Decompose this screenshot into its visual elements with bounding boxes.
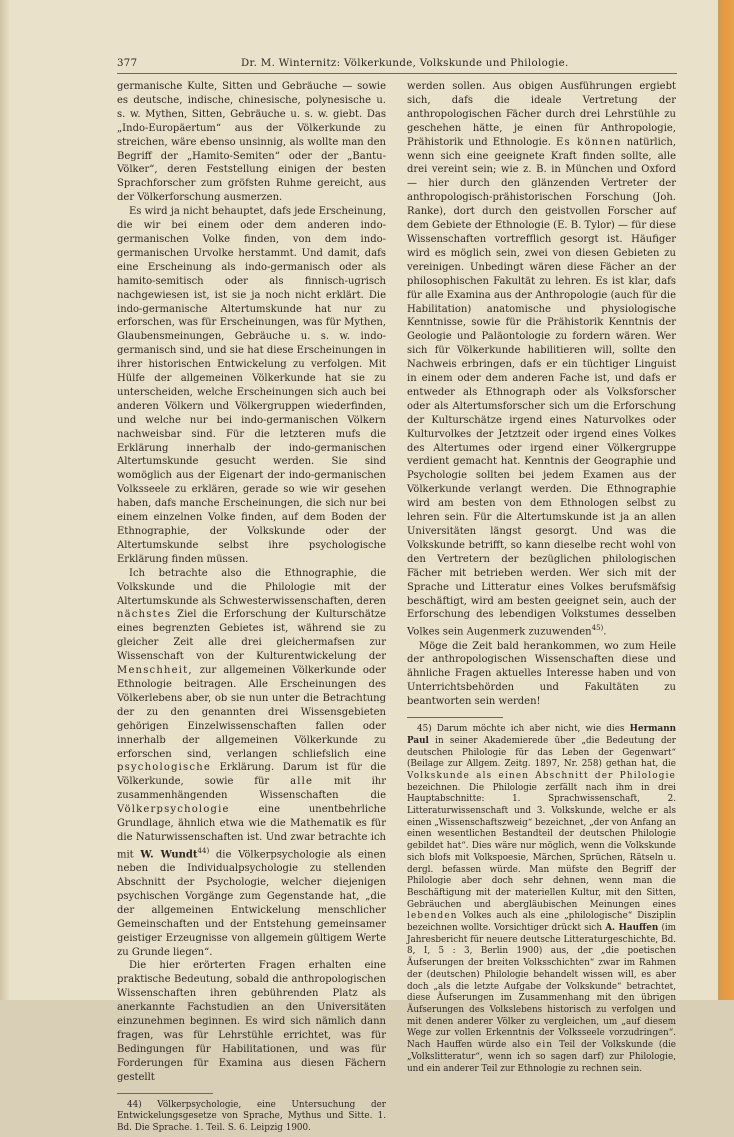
text-run: Teil der Volkskunde (die „Volkslitteratur“, wenn ich so sagen darf) zur Philologie, und ein anderer Teil zur Ethnologie zu rechnen sein. [407, 1040, 677, 1074]
text-run: in seiner Akademierede über „die Bedeutung der deutschen Philologie für das Leben der Gegenwart“ (Beilage zur Allgem. Zeitg. 1897, Nr. 258) gethan hat, die [407, 735, 676, 770]
text-run: bezeichnen. Die Philologie zerfällt nach ihm in drei Hauptabschnitte: 1. Sprachwissenschaft, 2. Litteraturwissenschaft und 3. Volkskunde, welche er als einen „Wissenschaftszweig“ bezeichnet, „der von Anfang an einen wesentlichen Bestandteil der deutschen Philologie gebildet hat“. Dies wäre nur möglich, wenn die Volkskunde sich blofs mit Volkspoesie, Märchen, Sprüchen, Rätseln u. dergl. befassen würde. Man müfste den Begriff der Philologie aber doch sehr dehnen, wenn man die Beschäftigung mit der materiellen Kultur, mit den Sitten, Gebräuchen und abergläubischen Meinungen eines [407, 782, 676, 910]
page-number: 377 [117, 58, 138, 69]
left-paragraph-2: Es wird ja nicht behauptet, dafs jede Erscheinung, die wir bei einem oder dem anderen indo-germanischen Volke finden, von dem indo-germanischen Urvolke herstammt. Und damit, dafs eine Erscheinung als indo-germanisch oder als hamito-semitisch oder als finnisch-ugrisch nachgewiesen ist, ist sie ja noch nicht erklärt. Die indo-germanische Altertumskunde hat nur zu erforschen, was für Erscheinungen, was für Mythen, Glaubensmeinungen, Gebräuche u. s. w. indo-germanisch sind, und sie hat diese Erscheinungen in ihrer historischen Entwickelung zu verfolgen. Mit Hülfe der allgemeinen Völkerkunde hat sie zu unterscheiden, welche Erscheinungen sich auch bei anderen Völkern und Völkergruppen wiederfinden, und welche nur bei indo-germanischen Völkern nachweisbar sind. Für die letzteren mufs die Erklärung innerhalb der indo-germanischen Altertumskunde gesucht werden. Sie sind womöglich aus der Eigenart der indo-germanischen Volksseele zu erklären, gerade so wie wir gesehen haben, dafs manche Erscheinungen, die sich nur bei einem einzelnen Volke finden, auf dem Boden der Ethnographie, der Volkskunde oder der Altertumskunde selbst ihre psychologische Erklärung finden müssen. [117, 206, 386, 565]
emphasis-run: Menschheit, [117, 665, 193, 677]
text-run: werden sollen. Aus obigen Ausführungen ergiebt sich, dafs die ideale Vertretung der anthropologischen Fächer durch drei Lehrstühle zu geschehen hätte, je einen für Anthropologie, Prähistorik und Ethnologie. [407, 81, 676, 148]
footnote-rule [407, 717, 503, 718]
emphasis-run: ein [535, 1040, 554, 1051]
text-run: mit ihr zusammenhängenden Wissenschaften die [117, 776, 387, 802]
left-column [117, 80, 386, 1137]
footnote-rule [117, 1093, 213, 1094]
page-edge-strip [718, 0, 734, 1000]
text-run: Erklärung. Darum ist für die Völkerkunde, sowie für [117, 762, 386, 788]
emphasis-run: lebenden [407, 911, 458, 922]
footnote-ref-45: 45) [591, 624, 604, 633]
left-paragraph-1: germanische Kulte, Sitten und Gebräuche — sowie es deutsche, indische, chinesische, polynesische u. s. w. Mythen, Sitten, Gebräuche u. s. w. giebt. Das „Indo-Europäertum“ aus der Völkerkunde zu streichen, wäre ebenso unsinnig, als wollte man den Begriff der „Hamito-Semiten“ oder der „Bantu-Völker“, deren Feststellung einigen der besten Sprachforscher zum gröfsten Ruhme gereicht, aus der Völkerforschung ausmerzen. [117, 81, 386, 204]
text-run: 45) Darum möchte ich aber nicht, wie dies [417, 724, 625, 735]
text-run: die Völkerpsychologie als einen neben die Individualpsychologie zu stellenden Abschnitt der Psychologie, welcher diejenigen psychischen Vorgänge zum Gegenstande hat, „die der allgemeinen Entwickelung menschlicher Gemeinschaften und der Entstehung gemeinsamer geistiger Erzeugnisse von allgemein gültigem Werte zu Grunde liegen“. [117, 849, 386, 958]
text-run: . [603, 626, 607, 638]
binding-shadow [0, 0, 10, 1000]
running-head [117, 58, 677, 72]
left-paragraph-4: Die hier erörterten Fragen erhalten eine praktische Bedeutung, sobald die anthropologischen Wissenschaften ihren gebührenden Platz als anerkannte Fachstudien an den Universitäten einzunehmen beginnen. Es wird sich nämlich dann fragen, was für Lehrstühle errichtet, was für Bedingungen für Habilitationen, und was für Forderungen für Examina aus diesen Fächern gestellt [117, 960, 386, 1083]
text-run: Ich betrachte also die Ethnographie, die Volkskunde und die Philologie mit der Altertumskunde als Schwesterwissenschaften, deren [117, 567, 386, 607]
emphasis-run: Volkskunde als einen Abschnitt der Philologie [407, 770, 676, 781]
text-run: Ziel die Erforschung der Kulturschätze eines begrenzten Gebietes ist, während sie zu gleicher Zeit alle drei gleichermafsen zur Wissenschaft von der Kulturentwickelung der [117, 609, 386, 663]
author-name-hauffen: A. Hauffen [605, 923, 659, 934]
right-column [407, 80, 676, 1077]
text-run: natürlich, wenn sich eine geeignete Kraft finden sollte, alle drei vereint sein; wie z. B. in München und Oxford — hier durch den glänzenden Vertreter der anthropologisch-prähistorischen Forschung (Joh. Ranke), dort durch den geistvollen Forscher auf dem Gebiete der Ethnologie (E. B. Tylor) — für diese Wissenschaften vortrefflich gesorgt ist. Häufiger wird es möglich sein, zwei von diesen Gebieten zu vereinigen. Unbedingt wären diese Fächer an der philosophischen Fakultät zu lehren. Es ist klar, dafs für alle Examina aus der Anthropologie (auch für die Habilitation) anatomische und physiologische Kenntnisse, sowie für die Prähistorik Kenntnis der Geologie und Paläontologie zu fordern wären. Wer sich für Völkerkunde habilitieren will, sollte den Nachweis erbringen, dafs er ein tüchtiger Linguist in einem oder dem anderen Fache ist, und dafs er entweder als Ethnograph oder als Volksforscher oder als Altertumsforscher sich um die Erforschung der Kulturschätze irgend eines Naturvolkes oder Kulturvolkes der Jetztzeit oder irgend eines Volkes des Altertumes oder irgend einer Völkergruppe verdient gemacht hat. Kenntnis der Geographie und Psychologie sollten bei jedem Examen aus der Völkerkunde verlangt werden. Die Ethnographie wird am besten von dem Ethnologen selbst zu lehren sein. Für die Altertumskunde ist ja an allen Universitäten längst gesorgt. Und was die Volkskunde betrifft, so kann dieselbe recht wohl von den Vertretern der bezüglichen philologischen Fächer mit betrieben werden. Wer sich mit der Sprache und Litteratur eines Volkes berufsmäfsig beschäftigt, wird am besten geeignet sein, auch der Erforschung des lebendigen Volkstumes desselben Volkes sein Augenmerk zuzuwenden [407, 136, 676, 638]
footnotes-right [407, 724, 676, 1075]
emphasis-run: Völkerpsychologie [117, 804, 230, 816]
footnote-ref-44: 44) [197, 846, 210, 855]
text-run: Volkes auch als eine „philologische“ Disziplin bezeichnen wollte. Vorsichtiger drückt sich [407, 911, 676, 934]
right-paragraph-1 [407, 80, 676, 640]
footnote-44: 44) Völkerpsychologie, eine Untersuchung der Entwickelungsgesetze von Sprache, Mythus und Sitte. 1. Bd. Die Sprache. 1. Teil. S. 6. Leipzig 1900. [117, 1099, 386, 1133]
text-run: eine unentbehrliche Grundlage, ähnlich etwa wie die Mathematik es für die Naturwissenschaften ist. Und zwar betrachte ich mit [117, 804, 386, 861]
footnotes-left [117, 1100, 386, 1135]
emphasis-run: Es können [556, 136, 622, 148]
footnote-45 [407, 724, 676, 1075]
right-paragraph-2: Möge die Zeit bald herankommen, wo zum Heile der anthropologischen Wissenschaften diese und ähnliche Fragen aktuelles Interesse haben und von Unterrichtsbehörden und Fakultäten zu beantworten sein werden! [407, 640, 676, 708]
text-run: (im Jahresbericht für neuere deutsche Litteraturgeschichte, Bd. 8, I, 5 : 3, Berlin 1900) aus, der „die poetischen Äufserungen der breiten Volksschichten“ zwar im Rahmen der (deutschen) Philologie behandelt wissen will, es aber doch „als die letzte Aufgabe der Volkskunde“ betrachtet, diese Äufserungen im Zusammenhang mit den übrigen Äufserungen des Volkslebens historisch zu verfolgen und mit denen anderer Völker zu vergleichen, um „auf diesem Wege zur vollen Erkenntnis der Volksseele vorzudringen“. Nach Hauffen würde also [407, 923, 677, 1051]
left-paragraph-3 [117, 567, 386, 960]
author-name-paul: Hermann Paul [407, 724, 676, 746]
running-title: Dr. M. Winternitz: Völkerkunde, Volkskunde und Philologie. [241, 58, 569, 69]
emphasis-run: psychologische [117, 762, 211, 774]
author-name-wundt: W. Wundt [140, 849, 198, 861]
emphasis-run: alle [290, 776, 314, 788]
header-rule [117, 73, 677, 74]
emphasis-run: nächstes [117, 609, 172, 621]
text-run: zur allgemeinen Völkerkunde oder Ethnologie beitragen. Alle Erscheinungen des Völkerlebens aber, ob sie nun unter die Betrachtung der zu den genannten drei Wissensgebieten gehörigen Einzelwissenschaften fallen oder innerhalb der allgemeinen Völkerkunde zu erforschen sind, verlangen schliefslich eine [117, 665, 386, 760]
